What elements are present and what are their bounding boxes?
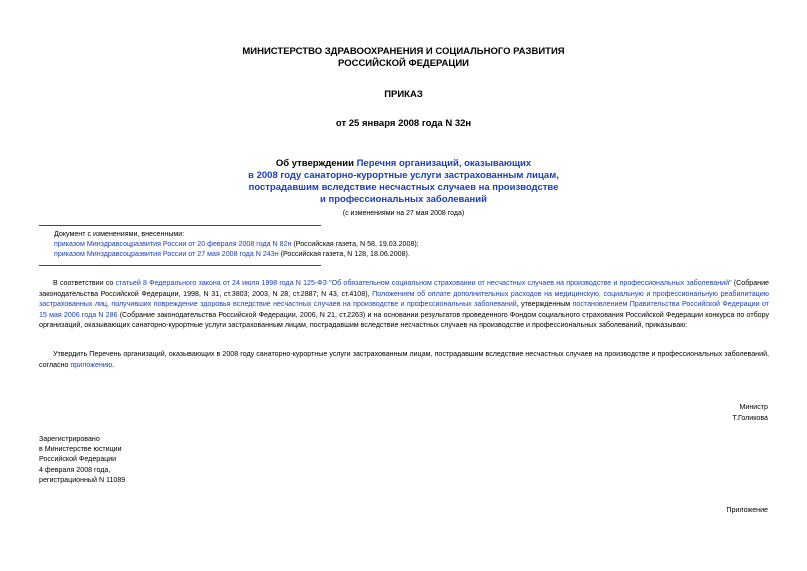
title-link-line-3[interactable]: пострадавшим вследствие несчастных случаев на производстве — [248, 182, 559, 193]
appendix-link[interactable]: приложению — [70, 360, 113, 369]
registration-line-3: Российской Федерации — [39, 455, 117, 464]
appendix-label: Приложение — [726, 506, 768, 514]
title-prefix: Об утверждении — [275, 158, 357, 169]
ministry-heading — [0, 46, 807, 70]
amendments-intro: Документ с изменениями, внесенными: — [54, 230, 185, 238]
registration-block — [39, 434, 125, 485]
order-text: Утвердить Перечень организаций, оказывающих в 2008 году санаторно-курортные услуги застрахованным лицам, пострадавшим вследствие несчастных случаев на производстве и профессиональных заболеваний, согласно — [39, 350, 769, 369]
preamble-mid-1: (Собрание законодательства Российской Федерации, 1998, N 31, ст.3803; 2003, N 28, ст.2887; N 43, ст.4108), — [39, 279, 769, 298]
bottom-divider — [39, 265, 321, 266]
law-article-link[interactable]: статьей 8 Федерального закона от 24 июля 1998 года N 125-ФЗ "Об обязательном социальном страховании от несчастных случаев на производстве и профессиональных заболеваний" — [115, 279, 732, 287]
doc-date-number: от 25 января 2008 года N 32н — [335, 118, 472, 129]
amendment-note: (с изменениями на 27 мая 2008 года) — [342, 210, 465, 217]
ministry-line-2: РОССИЙСКОЙ ФЕДЕРАЦИИ — [337, 58, 469, 69]
registration-line-5: регистрационный N 11089 — [39, 475, 126, 484]
amendments-block — [54, 229, 419, 260]
title-link-line-2[interactable]: в 2008 году санаторно-курортные услуги застрахованным лицам, — [248, 170, 559, 181]
signature-name: Т.Голикова — [732, 413, 768, 422]
title-link-line-4[interactable]: и профессиональных заболеваний — [320, 194, 487, 205]
amendment-link-2[interactable]: приказом Минздравсоцразвития России от 27 мая 2008 года N 243н — [54, 250, 279, 259]
preamble-mid-2: , утвержденным — [516, 300, 573, 309]
amendment-link-1[interactable]: приказом Минздравсоцразвития России от 20 февраля 2008 года N 82н — [54, 240, 292, 249]
signature-position: Министр — [739, 403, 768, 411]
registration-line-4: 4 февраля 2008 года, — [39, 465, 111, 474]
preamble-end: (Собрание законодательства Российской Федерации, 2006, N 21, ст.2263) и на основании результатов проведенного Фондом социального страхования Российской Федерации конкурса по отбору организаций, оказывающих санаторно-курортные услуги застрахованным лицам, пострадавшим вследствие несчастных случаев на производстве и профессиональных заболеваний, приказываю: — [39, 310, 770, 330]
government-decree-link[interactable]: постановлением Правительства Российской Федерации от 15 мая 2006 года N 286 — [39, 300, 770, 319]
top-divider — [39, 225, 321, 226]
preamble-start: В соответствии со — [53, 279, 116, 287]
registration-line-2: в Министерстве юстиции — [39, 445, 122, 454]
amendment-tail-1: (Российская газета, N 58, 19.03.2008); — [291, 240, 419, 249]
amendment-tail-2: (Российская газета, N 128, 18.06.2008). — [278, 250, 410, 259]
order-end: . — [112, 360, 115, 369]
signature-block — [732, 402, 768, 423]
ministry-line-1: МИНИСТЕРСТВО ЗДРАВООХРАНЕНИЯ И СОЦИАЛЬНОГО РАЗВИТИЯ — [242, 46, 565, 57]
doc-title — [0, 158, 807, 206]
order-paragraph — [39, 349, 769, 370]
regulation-link[interactable]: Положением об оплате дополнительных расходов на медицинскую, социальную и профессиональную реабилитацию застрахованных лиц, получивших повреждение здоровья вследствие несчастных случаев на производстве и профессиональных заболеваний — [39, 289, 769, 309]
preamble-paragraph — [39, 278, 769, 331]
registration-line-1: Зарегистрировано — [39, 435, 100, 443]
doc-type: ПРИКАЗ — [384, 89, 423, 100]
title-link-line-1[interactable]: Перечня организаций, оказывающих — [356, 158, 532, 169]
